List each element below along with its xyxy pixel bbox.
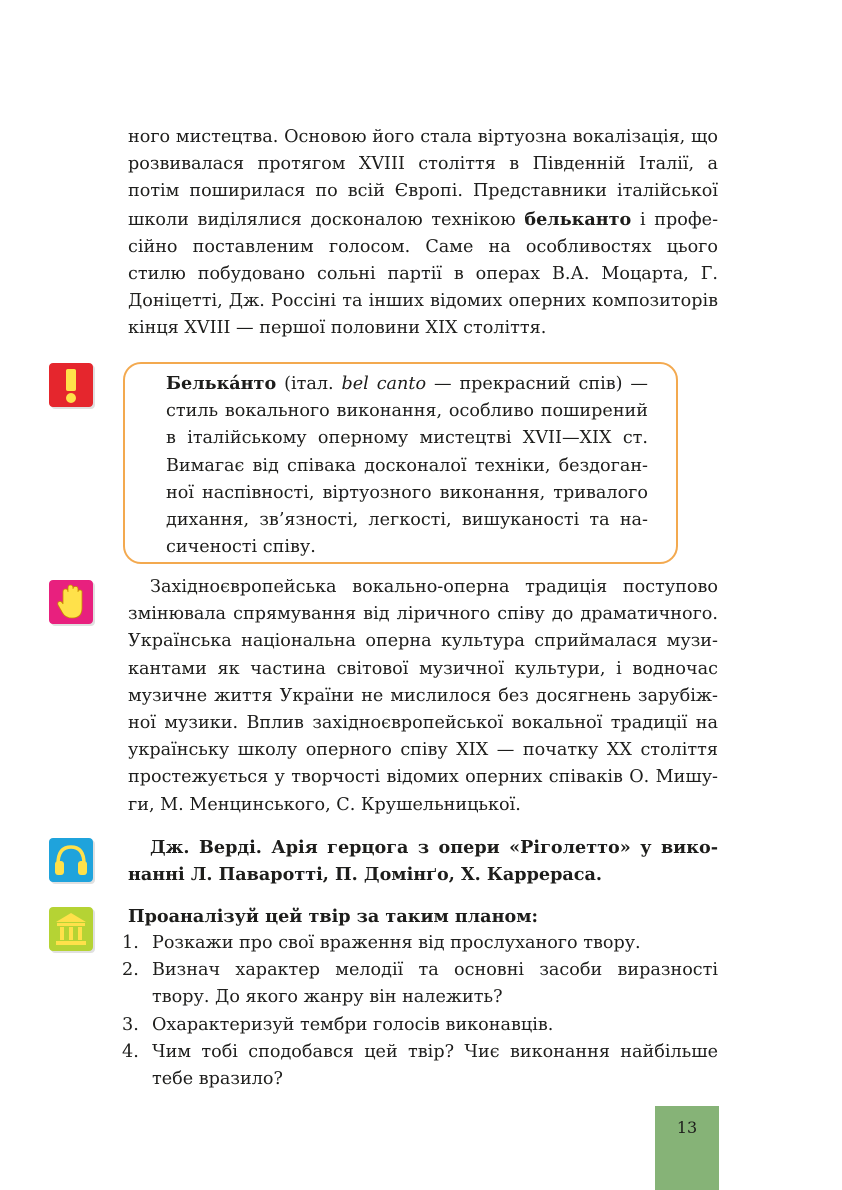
term-belcanto-bold: бельканто xyxy=(524,208,632,230)
list-item: 3. Охарактеризуй тембри голосів виконавців. xyxy=(122,1014,554,1035)
listening-title: Дж. Верді. Арія герцога з опери «Ріголетто» у виконанні Л. Паваротті, П. Домінґо, Х. Каррераса. xyxy=(128,837,718,886)
headphones-icon xyxy=(49,838,93,882)
list-item: 4. Чим тобі сподобався цей твір? Чиє виконання найбільше тебе вразило? xyxy=(122,1041,718,1090)
definition-term: Белька́нто xyxy=(166,373,277,394)
page-number-box xyxy=(655,1106,719,1190)
definition-text: Белька́нто (італ. bel canto — прекрасний спів) — стиль вокального виконання, особливо поширений в італійському оперному мистецтві XVII—XIX ст. Вимагає від співака досконалої техніки, бездоганної наспівності, віртуозного виконання, тривалого дихання, зв’язності, легкості, вишуканості та насиченості співу. xyxy=(166,373,649,558)
definition-term-italian: bel canto xyxy=(341,374,427,394)
list-item: 2. Визнач характер мелодії та основні засоби виразності твору. До якого жанру він належить? xyxy=(122,960,718,1008)
list-item: 1. Розкажи про свої враження від прослуханого твору. xyxy=(122,933,641,953)
intro-paragraph: ного мистецтва. Основою його стала віртуозна вокалізація, що розвивалася протягом XVIII століття в Південній Італії, а потім поширилася по всій Європі. Представники італійської школи виділялися досконалою технікою бельканто і професійно поставленим голосом. Саме на особливостях цього стилю побудовано сольні партії в операх В.А. Моцарта, Г. Доніцетті, Дж. Россіні та інших відомих оперних композиторів кінця XVIII — першої половини XIX століття. xyxy=(128,127,719,339)
hand-icon xyxy=(49,580,93,624)
analysis-list xyxy=(122,930,718,1093)
analysis-heading: Проаналізуй цей твір за таким планом: xyxy=(128,906,538,927)
page-number: 13 xyxy=(676,1118,698,1137)
exclamation-icon xyxy=(49,363,93,407)
tradition-paragraph: Західноєвропейська вокально-оперна традиція поступово змінювала спрямування від ліричного співу до драматичного. Українська національна оперна культура сприймалася музикантами як частина світової музичної культури, і водночас музичне життя України не мислилося без досягнень зарубіжної музики. Вплив західноєвропейської вокальної традиції на українську школу оперного співу XIX — початку XX століття простежується у творчості відомих оперних співаків О. Мишуги, М. Менцинського, С. Крушельницької. xyxy=(128,577,718,815)
museum-icon xyxy=(49,907,93,951)
